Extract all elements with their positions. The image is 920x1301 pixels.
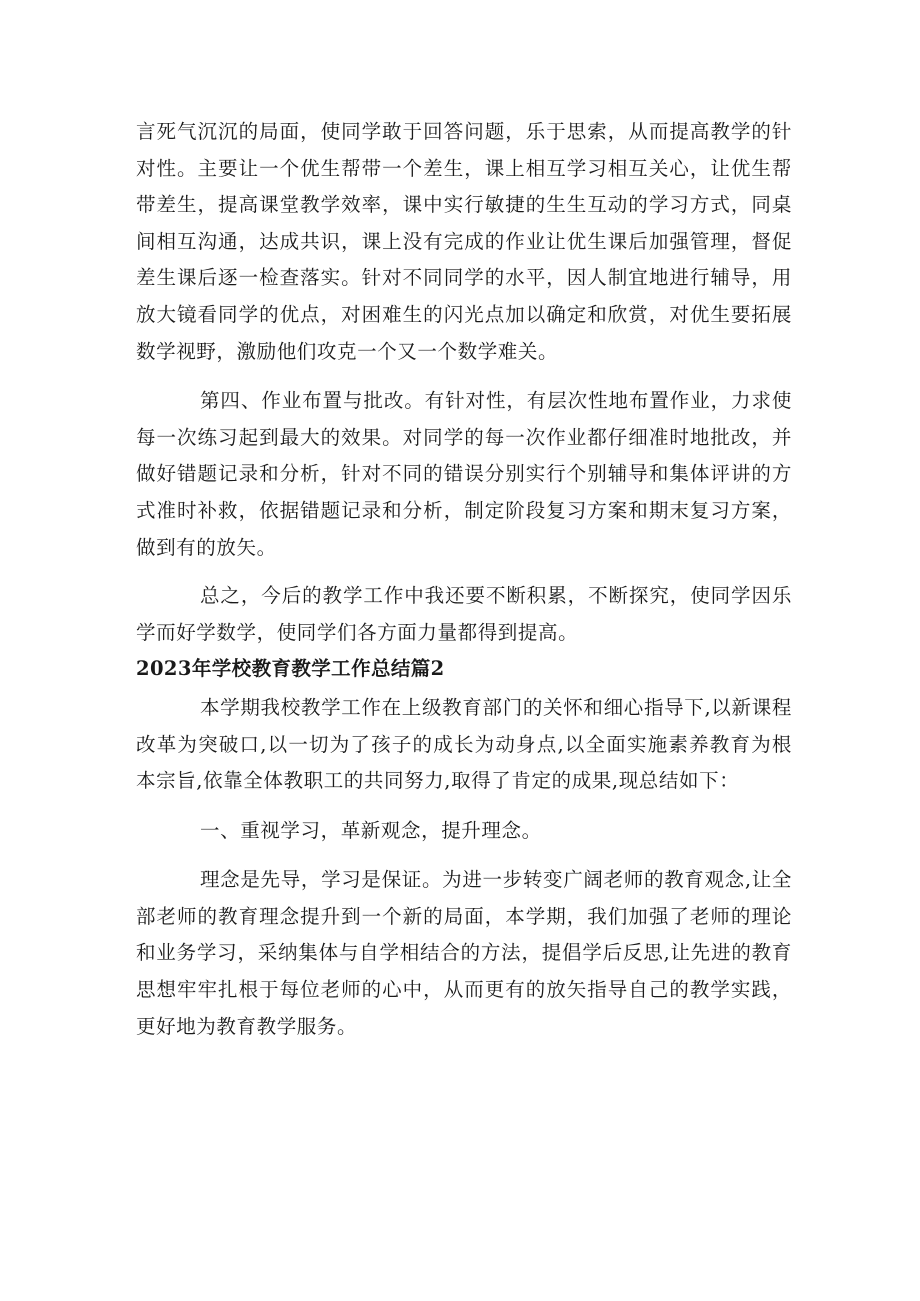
paragraph-conclusion: 总之，今后的教学工作中我还要不断积累，不断探究，使同学因乐学而好学数学，使同学们各方面力量都得到提高。: [136, 584, 792, 644]
paragraph-intro: 本学期我校教学工作在上级教育部门的关怀和细心指导下,以新课程改革为突破口,以一切为了孩子的成长为动身点,以全面实施素养教育为根本宗旨,依靠全体教职工的共同努力,取得了肯定的成果,现总结如下：: [136, 695, 792, 793]
paragraph-homework: 第四、作业布置与批改。有针对性，有层次性地布置作业，力求使每一次练习起到最大的效果。对同学的每一次作业都仔细准时地批改，并做好错题记录和分析，针对不同的错误分别实行个别辅导和集体评讲的方式准时补救，依据错题记录和分析，制定阶段复习方案和期末复习方案，做到有的放矢。: [136, 389, 792, 559]
document-body: [136, 114, 792, 1045]
section-title: 2023年学校教育教学工作总结篇2: [136, 657, 445, 681]
paragraph-point-one: 一、重视学习，革新观念，提升理念。: [200, 818, 542, 842]
paragraph-continuation: 言死气沉沉的局面，使同学敢于回答问题，乐于思索，从而提高教学的针对性。主要让一个优生帮带一个差生，课上相互学习相互关心，让优生帮带差生，提高课堂教学效率，课中实行敏捷的生生互动的学习方式，同桌间相互沟通，达成共识，课上没有完成的作业让优生课后加强管理，督促差生课后逐一检查落实。针对不同同学的水平，因人制宜地进行辅导，用放大镜看同学的优点，对困难生的闪光点加以确定和欣赏，对优生要拓展数学视野，激励他们攻克一个又一个数学难关。: [136, 120, 792, 363]
paragraph-philosophy: 理念是先导，学习是保证。为进一步转变广阔老师的教育观念,让全部老师的教育理念提升到一个新的局面，本学期，我们加强了老师的理论和业务学习，采纳集体与自学相结合的方法，提倡学后反思,让先进的教育思想牢牢扎根于每位老师的心中，从而更有的放矢指导自己的教学实践，更好地为教育教学服务。: [136, 868, 792, 1038]
